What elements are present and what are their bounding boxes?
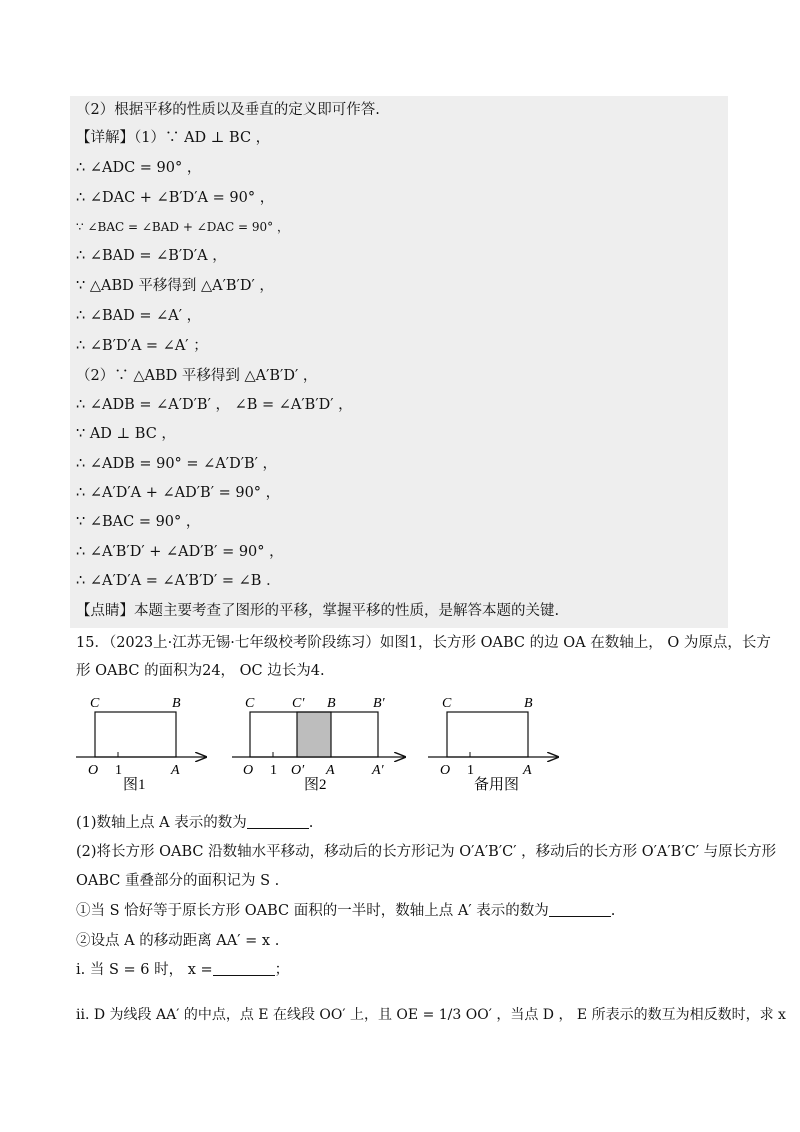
label-one: 1 xyxy=(270,763,277,778)
label-o: O xyxy=(440,763,451,778)
label-a: A xyxy=(171,763,180,778)
label-c: C xyxy=(90,696,100,711)
subquestion-2-part1 xyxy=(76,900,615,922)
figure-1 xyxy=(76,696,206,793)
answer-blank-1[interactable] xyxy=(247,814,309,829)
question-stem-line1: 15．（2023上·江苏无锡·七年级校考阶段练习）如图1，长方形 OABC 的边 OA 在数轴上， O 为原点，长方 xyxy=(76,635,771,651)
rectangle-oabc xyxy=(447,712,528,757)
solution-line: （2）根据平移的性质以及垂直的定义即可作答. xyxy=(76,102,380,118)
figure-3-caption: 备用图 xyxy=(474,777,520,793)
subquestion-2-part2: ②设点 A 的移动距离 AA′ = x . xyxy=(76,933,280,949)
solution-line: ∴ ∠ADB = 90° = ∠A′D′B′ ， xyxy=(76,456,278,472)
subquestion-2-part2-i xyxy=(76,959,289,981)
subquestion-2-part1-end: . xyxy=(610,903,616,919)
figures-area xyxy=(0,690,800,800)
subquestion-1-end: . xyxy=(308,815,314,831)
solution-line: ∵ △ABD 平移得到 △A′B′D′ ， xyxy=(76,278,274,294)
label-b: B xyxy=(327,696,336,711)
label-a: A xyxy=(326,763,335,778)
solution-line: ∵ ∠BAC = ∠BAD + ∠DAC = 90° ， xyxy=(76,220,289,234)
subquestion-2-part2-i-text: i. 当 S = 6 时， x = xyxy=(76,962,213,978)
solution-line: （2）∵ △ABD 平移得到 △A′B′D′ ， xyxy=(76,368,318,384)
label-o: O xyxy=(243,763,254,778)
subquestion-2-part1-text: ①当 S 恰好等于原长方形 OABC 面积的一半时，数轴上点 A′ 表示的数为 xyxy=(76,903,549,919)
solution-line: ∴ ∠ADB = ∠A′D′B′ ， ∠B = ∠A′B′D′ ， xyxy=(76,397,353,413)
label-c: C xyxy=(245,696,255,711)
solution-line: 【详解】（1）∵ AD ⊥ BC ， xyxy=(76,130,271,146)
solution-line: ∴ ∠A′B′D′ + ∠AD′B′ = 90° ， xyxy=(76,544,284,560)
solution-line: ∵ ∠BAC = 90° ， xyxy=(76,514,201,530)
figure-3 xyxy=(428,696,558,793)
subquestion-2-part2-ii: ii. D 为线段 AA′ 的中点，点 E 在线段 OO′ 上，且 OE = 1/3 OO′ ，当点 D ， E 所表示的数互为相反数时，求 x xyxy=(76,1007,786,1023)
question-stem-line2: 形 OABC 的面积为24， OC 边长为4. xyxy=(76,663,325,679)
label-one: 1 xyxy=(467,763,474,778)
label-o-prime: O′ xyxy=(291,763,305,778)
solution-line: 【点睛】本题主要考查了图形的平移，掌握平移的性质，是解答本题的关键. xyxy=(76,603,560,619)
solution-line: ∴ ∠A′D′A = ∠A′B′D′ = ∠B ． xyxy=(76,573,281,589)
rectangle-oabc xyxy=(95,712,176,757)
answer-blank-3[interactable] xyxy=(213,961,275,976)
label-b: B xyxy=(172,696,181,711)
figure-1-caption: 图1 xyxy=(123,777,146,793)
solution-line: ∵ AD ⊥ BC ， xyxy=(76,426,176,442)
label-a: A xyxy=(523,763,532,778)
label-c: C xyxy=(442,696,452,711)
figure-2 xyxy=(232,696,405,793)
figure-2-caption: 图2 xyxy=(304,777,327,793)
label-b: B xyxy=(524,696,533,711)
label-o: O xyxy=(88,763,99,778)
subquestion-2-part2-i-end: ； xyxy=(274,962,290,978)
label-a-prime: A′ xyxy=(372,763,384,778)
overlap-region xyxy=(297,712,331,757)
subquestion-1-text: (1)数轴上点 A 表示的数为 xyxy=(76,815,247,831)
label-b-prime: B′ xyxy=(373,696,385,711)
answer-blank-2[interactable] xyxy=(549,902,611,917)
solution-line: ∴ ∠A′D′A + ∠AD′B′ = 90° ， xyxy=(76,485,281,501)
subquestion-2-line1: (2)将长方形 OABC 沿数轴水平移动，移动后的长方形记为 O′A′B′C′ ，移动后的长方形 O′A′B′C′ 与原长方形 xyxy=(76,844,777,860)
label-one: 1 xyxy=(115,763,122,778)
solution-line: ∴ ∠BAD = ∠A′ ， xyxy=(76,308,202,324)
solution-line: ∴ ∠BAD = ∠B′D′A ， xyxy=(76,248,227,264)
solution-line: ∴ ∠B′D′A = ∠A′ ； xyxy=(76,338,208,354)
subquestion-2-line2: OABC 重叠部分的面积记为 S . xyxy=(76,873,280,889)
solution-line: ∴ ∠ADC = 90° ， xyxy=(76,160,202,176)
solution-line: ∴ ∠DAC + ∠B′D′A = 90° ， xyxy=(76,190,275,206)
label-c-prime: C′ xyxy=(292,696,305,711)
subquestion-1 xyxy=(76,812,313,834)
